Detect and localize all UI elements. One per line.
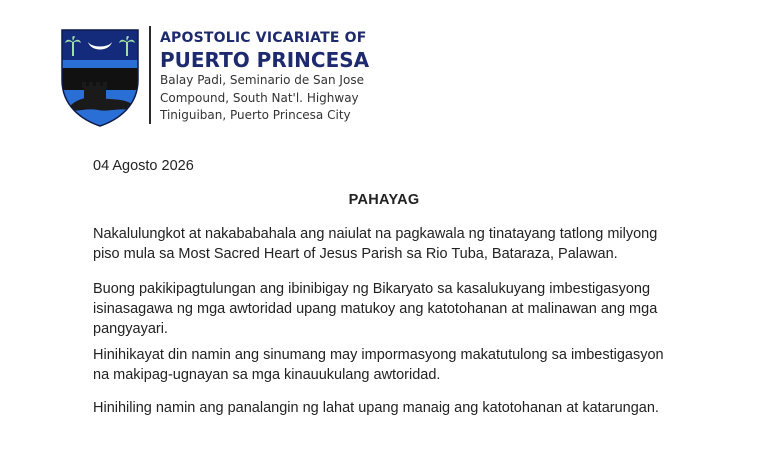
paragraph-line: Buong pakikipagtulungan ang ibinibigay ng Bikaryato sa kasalukuyang imbestigasyong xyxy=(93,281,651,297)
statement-date: 04 Agosto 2026 xyxy=(93,158,194,174)
paragraph-line: isinasagawa ng mga awtoridad upang matukoy ang katotohanan at malinawan ang mga xyxy=(93,301,658,317)
paragraph-line: piso mula sa Most Sacred Heart of Jesus Parish sa Rio Tuba, Bataraza, Palawan. xyxy=(93,246,618,262)
letterhead xyxy=(160,30,369,125)
address-line: Compound, South Nat'l. Highway xyxy=(160,90,359,105)
paragraph xyxy=(93,224,693,264)
header-divider xyxy=(149,26,151,124)
address-line: Tiniguiban, Puerto Princesa City xyxy=(160,108,351,122)
org-name-line2: PUERTO PRINCESA xyxy=(160,48,370,72)
vicariate-crest-icon xyxy=(60,28,140,128)
paragraph-line: Nakalulungkot at nakababahala ang naiulat na pagkawala ng tinatayang tatlong milyong xyxy=(93,226,658,242)
paragraph xyxy=(93,398,693,418)
address-line: Balay Padi, Seminario de San Jose xyxy=(160,73,364,87)
paragraph-line: na makipag-ugnayan sa mga kinauukulang awtoridad. xyxy=(93,367,441,383)
paragraph xyxy=(93,279,693,339)
org-name-line1: APOSTOLIC VICARIATE OF xyxy=(160,30,367,46)
paragraph-line: pangyayari. xyxy=(93,321,168,337)
paragraph xyxy=(93,345,693,385)
statement-title: PAHAYAG xyxy=(348,192,420,208)
paragraph-line: Hinihikayat din namin ang sinumang may impormasyong makatutulong sa imbestigasyon xyxy=(93,347,664,363)
paragraph-line: Hinihiling namin ang panalangin ng lahat upang manaig ang katotohanan at katarungan. xyxy=(93,400,659,416)
